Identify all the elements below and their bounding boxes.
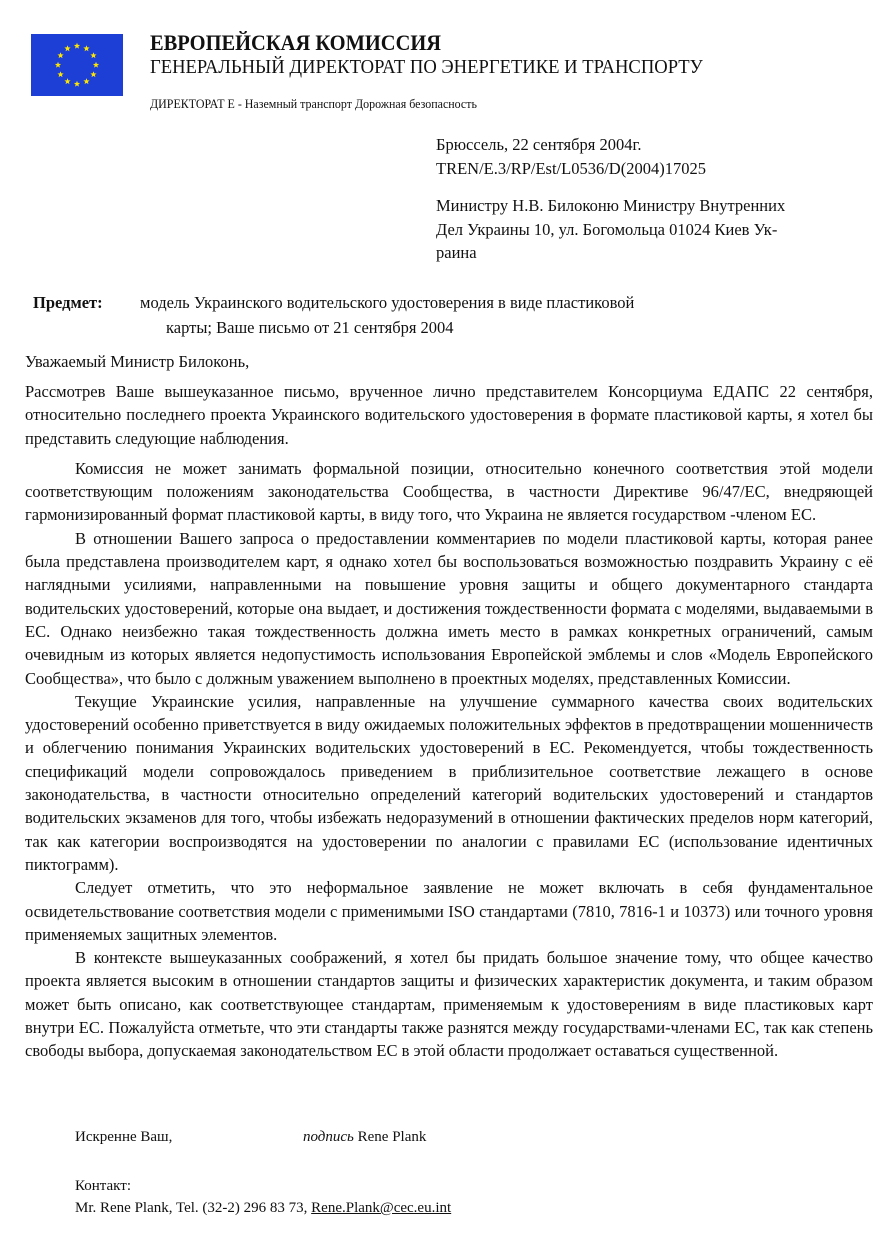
subject-label: Предмет: bbox=[33, 293, 103, 312]
signature-label: подпись bbox=[303, 1129, 354, 1145]
place-date: Брюссель, 22 сентября 2004г. bbox=[436, 135, 642, 154]
eu-flag-stars bbox=[31, 34, 123, 96]
paragraph: Текущие Украинские усилия, направленные на улучшение суммарного качества своих водительских удостоверений особенно приветствуется в виду ожидаемых положительных эффектов в предотвращении мошенничеств и облегчению понимания Украинских водительских удостоверений в ЕС. Рекомендуется, чтобы тождественность спецификаций модели сопровождалось приведением в приблизительное соответствие лежащего в основе законодательства, в частности относительно определений категорий водительских удостоверений и стандартов водительских экзаменов для того, чтобы избежать недоразумений в отношении фактических пределов норм категорий, так как категории воспроизводятся на удостоверении по аналогии с правилами ЕС (использование идентичных пиктограмм). bbox=[25, 691, 873, 874]
subject-text-line1: модель Украинского водительского удостоверения в виде пластиковой bbox=[140, 293, 635, 312]
eu-flag-icon bbox=[31, 34, 123, 96]
contact-label: Контакт: bbox=[75, 1178, 131, 1194]
paragraph: Следует отметить, что это неформальное заявление не может включать в себя фундаментальное освидетельствование соответствия модели с применимыми ISO стандартами (7810, 7816-1 и 10373) или точного уровня применяемых защитных элементов. bbox=[25, 878, 873, 944]
valediction: Искренне Ваш, bbox=[75, 1129, 173, 1145]
recipient-line: Дел Украины 10, ул. Богомольца 01024 Киев Ук- bbox=[436, 219, 778, 239]
directorate-line: ДИРЕКТОРАТ Е - Наземный транспорт Дорожная безопасность bbox=[150, 96, 477, 111]
paragraph: Рассмотрев Ваше вышеуказанное письмо, врученное лично представителем Консорциума ЕДАПС 22 сентября, относительно последнего проекта Украинского водительского удостоверения в формате пластиковой карты, я хотел бы представить следующие наблюдения. bbox=[25, 382, 873, 448]
recipient-line: Министру Н.В. Билоконю Министру Внутренних bbox=[436, 196, 786, 215]
address-block bbox=[436, 133, 846, 265]
reference-number: TREN/E.3/RP/Est/L0536/D(2004)17025 bbox=[436, 158, 706, 178]
contact-details: Mr. Rene Plank, Tel. (32-2) 296 83 73, bbox=[75, 1200, 312, 1216]
paragraph: В отношении Вашего запроса о предоставлении комментариев по модели пластиковой карты, которая ранее была представлена производителем карт, я однако хотел бы воспользоваться возможностью поздравить Украину с её наглядными усилиями, направленными на повышение уровня защиты и общего документарного стандарта водительских удостоверений, которые она выдает, и достижения тождественности формата с моделями, выдаваемыми в ЕС. Однако неизбежно такая тождественность должна иметь место в рамках конкретных ограничений, самым очевидным из которых является недопустимость использования Европейской эмблемы и слов «Модель Европейского Сообщества», что было с должным уважением выполнено в проектных моделях, представленных Комиссии. bbox=[25, 528, 873, 688]
directorate-general: ГЕНЕРАЛЬНЫЙ ДИРЕКТОРАТ ПО ЭНЕРГЕТИКЕ И ТРАНСПОРТУ bbox=[150, 56, 703, 78]
recipient-line: раина bbox=[436, 243, 477, 262]
signature bbox=[303, 1129, 426, 1146]
signature-name: Rene Plank bbox=[357, 1129, 427, 1145]
subject-text-line2: карты; Ваше письмо от 21 сентября 2004 bbox=[166, 318, 454, 337]
signoff bbox=[75, 1129, 575, 1146]
email-link[interactable]: Rene.Plank@cec.eu.int bbox=[311, 1200, 452, 1216]
organization-title: ЕВРОПЕЙСКАЯ КОМИССИЯ bbox=[150, 30, 442, 55]
subject-block bbox=[33, 290, 853, 340]
paragraph: Комиссия не может занимать формальной позиции, относительно конечного соответствия этой модели соответствующим положениям законодательства Сообщества, в частности Директиве 96/47/ЕС, внедряющей гармонизированный формат пластиковой карты, в виду того, что Украина не является государством -членом ЕС. bbox=[25, 458, 873, 525]
contact-block bbox=[75, 1175, 451, 1219]
salutation: Уважаемый Министр Билоконь, bbox=[25, 352, 250, 371]
paragraph: В контексте вышеуказанных соображений, я хотел бы придать большое значение тому, что общее качество проекта является высоким в отношении стандартов защиты и физических характеристик документа, и таким образом может быть описано, как соответствующее стандартам, применяемым к удостоверениям в виде пластиковых карт внутри ЕС. Пожалуйста отметьте, что эти стандарты также разнятся между государствами-членами ЕС, так как степень свободы выбора, допускаемая законодательством ЕС в этой области продолжает оставаться существенной. bbox=[25, 948, 873, 1061]
letter-body bbox=[25, 380, 873, 1063]
